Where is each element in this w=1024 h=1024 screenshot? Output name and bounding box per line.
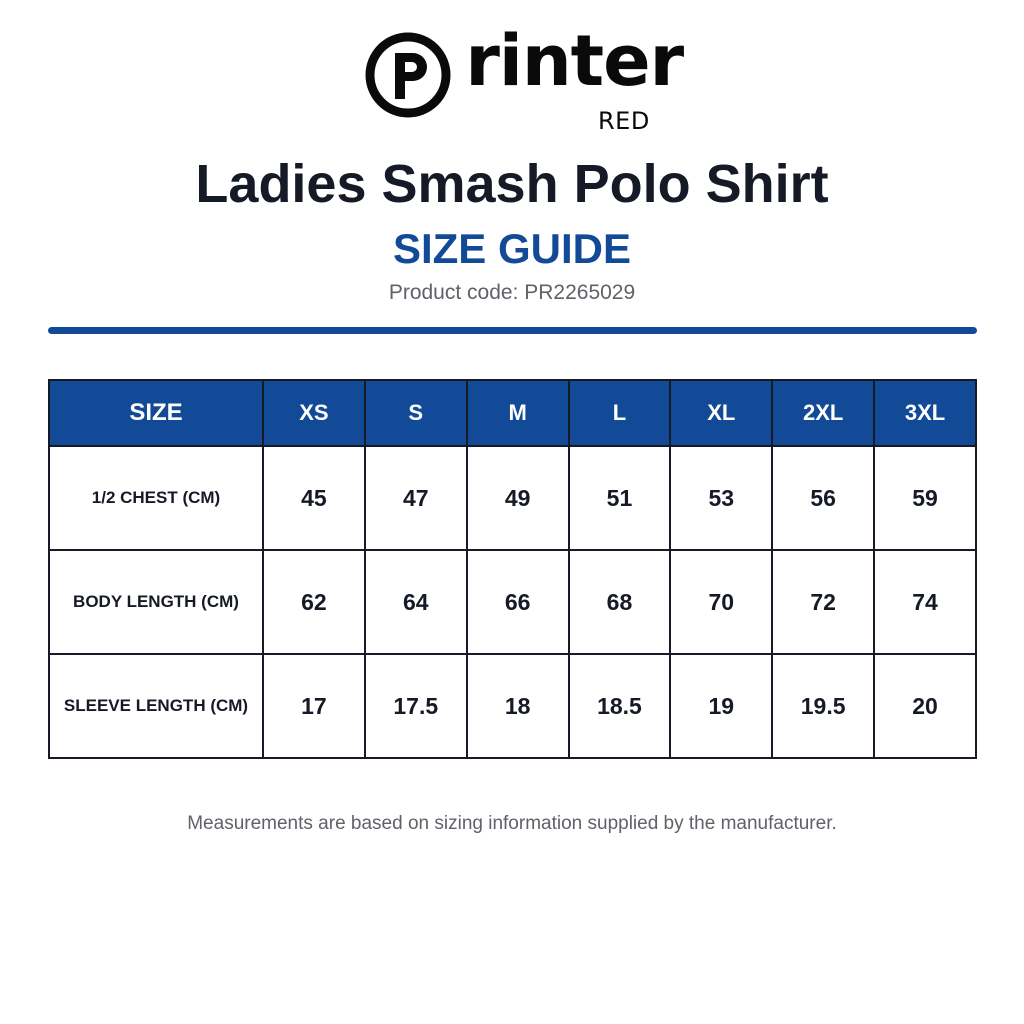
table-cell: 59 (874, 446, 976, 550)
table-cell: 72 (772, 550, 874, 654)
table-cell: 53 (670, 446, 772, 550)
table-cell: 19.5 (772, 654, 874, 758)
product-code: Product code: PR2265029 (388, 281, 636, 304)
column-header: SIZE (49, 380, 263, 446)
table-cell: 64 (365, 550, 467, 654)
column-header: L (569, 380, 671, 446)
table-cell: 74 (874, 550, 976, 654)
footnote: Measurements are based on sizing information supplied by the manufacturer. (187, 813, 837, 834)
table-cell: 20 (874, 654, 976, 758)
page-subtitle: SIZE GUIDE (392, 225, 632, 272)
column-header: XL (670, 380, 772, 446)
row-label: BODY LENGTH (CM) (49, 550, 263, 654)
table-cell: 45 (263, 446, 365, 550)
table-row (49, 550, 976, 654)
table-row (49, 446, 976, 550)
logo-wordmark-text: rinter (465, 20, 684, 102)
table-cell: 56 (772, 446, 874, 550)
row-label: 1/2 CHEST (CM) (49, 446, 263, 550)
column-header: M (467, 380, 569, 446)
table-cell: 47 (365, 446, 467, 550)
table-cell: 66 (467, 550, 569, 654)
column-header: 2XL (772, 380, 874, 446)
table-header-row (49, 380, 976, 446)
table-cell: 18 (467, 654, 569, 758)
table-cell: 19 (670, 654, 772, 758)
table-cell: 68 (569, 550, 671, 654)
divider (48, 327, 977, 334)
page-title: Ladies Smash Polo Shirt (195, 154, 829, 214)
table-cell: 18.5 (569, 654, 671, 758)
table-cell: 17.5 (365, 654, 467, 758)
brand-logo (365, 20, 684, 136)
table-row (49, 654, 976, 758)
table-cell: 49 (467, 446, 569, 550)
table-cell: 51 (569, 446, 671, 550)
column-header: 3XL (874, 380, 976, 446)
logo-subtext: RED (598, 107, 650, 135)
table-cell: 17 (263, 654, 365, 758)
row-label: SLEEVE LENGTH (CM) (49, 654, 263, 758)
table-cell: 70 (670, 550, 772, 654)
column-header: XS (263, 380, 365, 446)
size-table (48, 379, 977, 759)
logo-wordmark (415, 20, 684, 102)
column-header: S (365, 380, 467, 446)
table-cell: 62 (263, 550, 365, 654)
